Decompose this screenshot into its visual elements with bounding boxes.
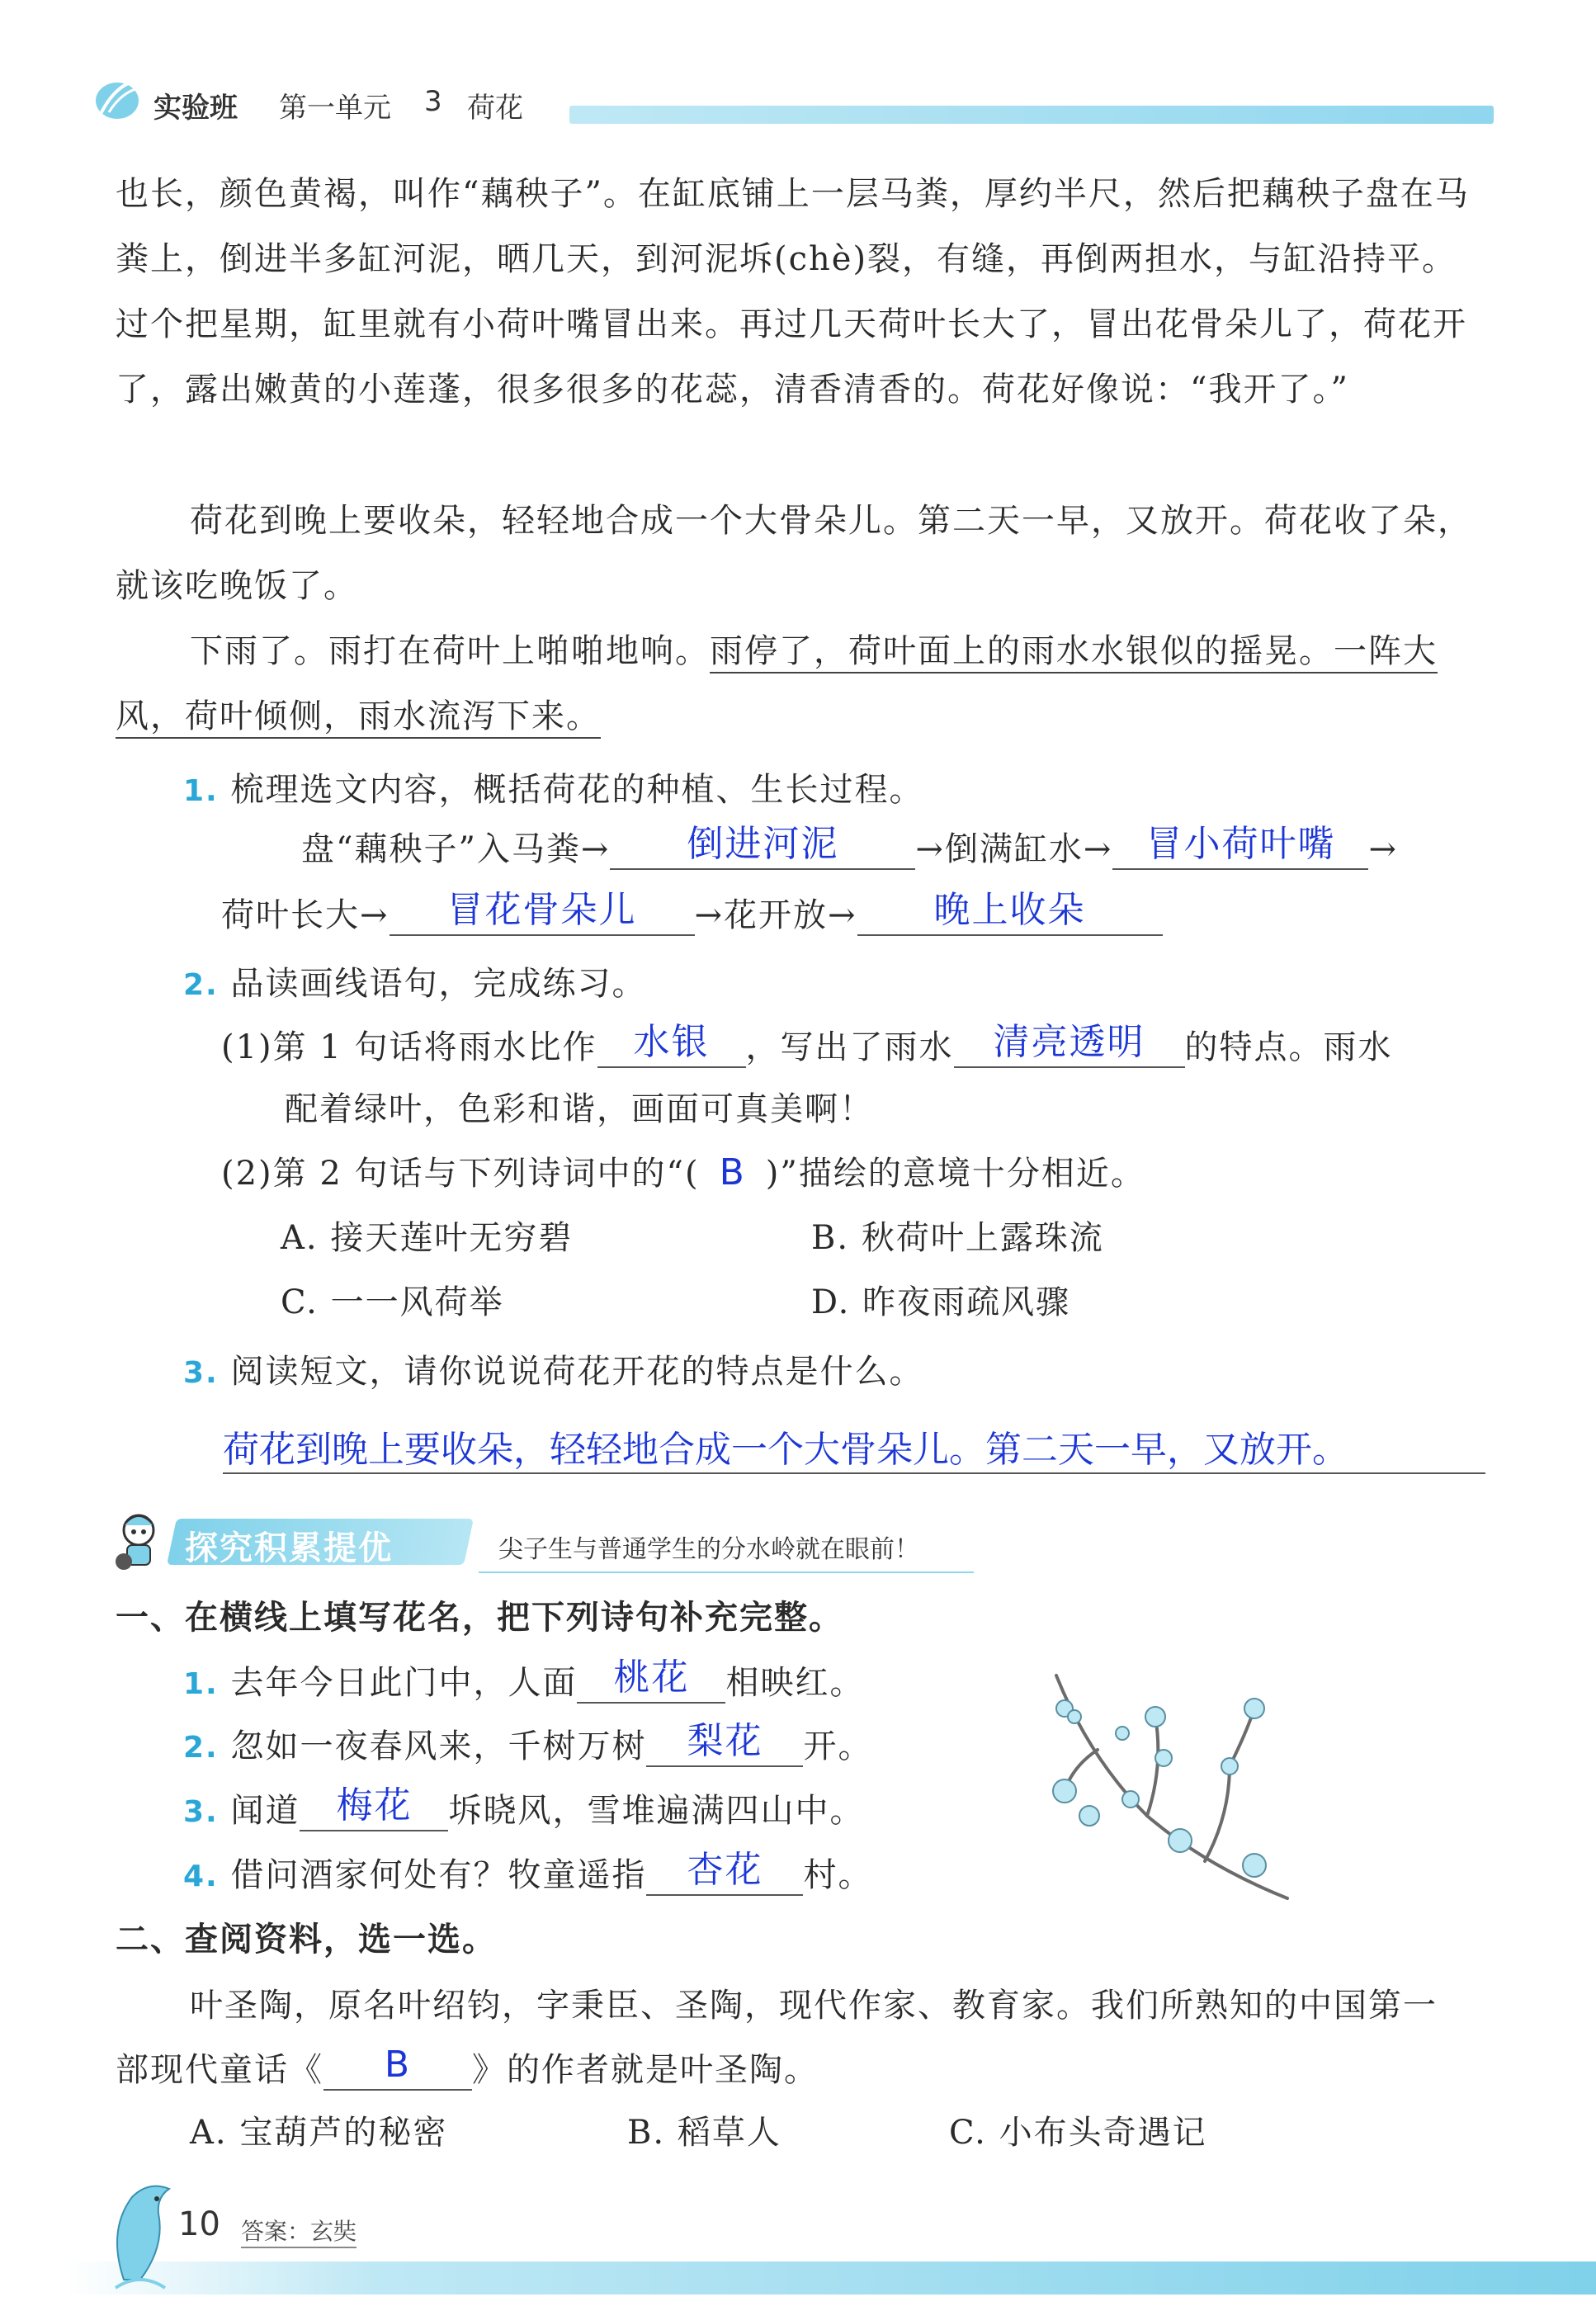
answer-note: 答案：玄奘 <box>241 2214 357 2248</box>
q1-blank-3[interactable]: 冒花骨朵儿 <box>390 887 695 936</box>
q1-row-2 <box>221 887 1163 936</box>
poem-item-2: 2. 忽如一夜春风来，千树万树 梨花 开。 <box>183 1720 873 1765</box>
poem-item-3: 3. 闻道 梅花 坼晓风，雪堆遍满四山中。 <box>183 1784 865 1830</box>
leaf-logo-icon <box>92 73 149 122</box>
part-2-option-b[interactable]: B. 稻草人 <box>627 2114 781 2152</box>
poem-blank-1[interactable]: 桃花 <box>577 1655 725 1704</box>
question-2-number: 2. <box>183 968 219 1002</box>
q2-sub-1: (1)第 1 句话将雨水比作 水银 ，写出了雨水 清亮透明 的特点。雨水 <box>221 1021 1393 1066</box>
section-subtitle: 尖子生与普通学生的分水岭就在眼前！ <box>498 1535 919 1564</box>
option-d[interactable]: D. 昨夜雨疏风骤 <box>811 1283 1071 1321</box>
q2-blank-1[interactable]: 水银 <box>597 1019 746 1068</box>
question-1-number: 1. <box>183 774 219 808</box>
q2-sub-1-cont: 配着绿叶，色彩和谐，画面可真美啊！ <box>285 1090 874 1128</box>
poem-item-4: 4. 借问酒家何处有？牧童遥指 杏花 村。 <box>183 1849 873 1894</box>
q2-sub-2: (2)第 2 句话与下列诗词中的“( B )”描绘的意境十分相近。 <box>221 1151 1145 1193</box>
question-2-text: 品读画线语句，完成练习。 <box>230 965 647 1003</box>
q1-step-2: →倒满缸水→ <box>915 830 1113 868</box>
option-b[interactable]: B. 秋荷叶上露珠流 <box>811 1219 1104 1257</box>
question-1 <box>183 763 923 811</box>
header-bar <box>569 106 1494 124</box>
q1-step-4: →花开放→ <box>694 896 857 934</box>
header-lesson-title: 荷花 <box>467 92 523 125</box>
poem-blank-2[interactable]: 梨花 <box>646 1718 803 1767</box>
question-3 <box>183 1345 923 1392</box>
question-1-text: 梳理选文内容，概括荷花的种植、生长过程。 <box>230 771 924 809</box>
part-2-heading: 二、查阅资料，选一选。 <box>116 1921 497 1959</box>
section-title: 探究积累提优 <box>185 1529 393 1567</box>
passage-paragraph-3 <box>116 619 1485 749</box>
underlined-sentence-1: 雨停了，荷叶面上的雨水水银似的摇晃。 <box>710 632 1334 673</box>
q1-blank-2[interactable]: 冒小荷叶嘴 <box>1112 821 1368 870</box>
student-mascot-icon <box>107 1507 173 1573</box>
dolphin-icon <box>99 2172 182 2296</box>
footer-bar <box>66 2261 1596 2294</box>
passage-p3-start: 下雨了。雨打在荷叶上啪啪地响。 <box>190 632 710 670</box>
page-number: 10 <box>178 2205 220 2243</box>
question-3-number: 3. <box>183 1356 219 1390</box>
part-2-text-line-2: 部现代童话《 B 》的作者就是叶圣陶。 <box>116 2044 819 2089</box>
q1-row-1 <box>301 821 1398 870</box>
question-2 <box>183 957 646 1004</box>
part-1-heading: 一、在横线上填写花名，把下列诗句补充完整。 <box>116 1599 843 1637</box>
part-2-option-a[interactable]: A. 宝葫芦的秘密 <box>190 2114 448 2152</box>
q2-choice-answer[interactable]: B <box>719 1151 746 1193</box>
q1-blank-1[interactable]: 倒进河泥 <box>610 821 915 870</box>
question-3-text: 阅读短文，请你说说荷花开花的特点是什么。 <box>230 1353 924 1391</box>
q3-answer-line[interactable] <box>223 1420 1485 1474</box>
part-2-blank[interactable]: B <box>323 2042 472 2091</box>
passage-paragraph-2: 荷花到晚上要收朵，轻轻地合成一个大骨朵儿。第二天一早，又放开。荷花收了朵，就该吃晚饭了。 <box>116 502 1472 605</box>
plum-blossom-branch-icon <box>1040 1659 1304 1907</box>
header-brand: 实验班 <box>153 92 238 125</box>
section-underline <box>479 1571 974 1573</box>
underlined-sentence-2: 一阵大风，荷叶倾侧，雨水流泻下来。 <box>116 632 1438 739</box>
poem-item-1: 1. 去年今日此门中，人面 桃花 相映红。 <box>183 1656 865 1702</box>
poem-blank-3[interactable]: 梅花 <box>300 1783 448 1831</box>
option-c[interactable]: C. 一一风荷举 <box>281 1283 504 1321</box>
q3-answer: 荷花到晚上要收朵，轻轻地合成一个大骨朵儿。第二天一早，又放开。 <box>223 1429 1348 1471</box>
q1-arrow: → <box>1368 830 1398 868</box>
passage-paragraph-1: 也长，颜色黄褐，叫作“藕秧子”。在缸底铺上一层马粪，厚约半尺，然后把藕秧子盘在马粪上，倒进半多缸河泥，晒几天，到河泥坼(chè)裂，有缝，再倒两担水，与缸沿持平。过个把星期，缸里就有小荷叶嘴冒出来。再过几天荷叶长大了，冒出花骨朵儿了，荷花开了，露出嫩黄的小莲蓬，很多很多的花蕊，清香清香的。荷花好像说：“我开了。” <box>116 175 1470 409</box>
q1-step-3: 荷叶长大→ <box>221 896 390 934</box>
option-a[interactable]: A. 接天莲叶无穷碧 <box>281 1219 574 1257</box>
q1-blank-4[interactable]: 晚上收朵 <box>857 887 1163 936</box>
q2-blank-2[interactable]: 清亮透明 <box>954 1019 1185 1068</box>
poem-blank-4[interactable]: 杏花 <box>646 1847 803 1896</box>
part-2-text-line-1: 叶圣陶，原名叶绍钧，字秉臣、圣陶，现代作家、教育家。我们所熟知的中国第一 <box>190 1987 1438 2025</box>
header-lesson-number: 3 <box>424 85 442 118</box>
q1-step-1: 盘“藕秧子”入马粪→ <box>301 830 611 868</box>
header-unit: 第一单元 <box>279 92 391 125</box>
part-2-option-c[interactable]: C. 小布头奇遇记 <box>949 2114 1207 2152</box>
